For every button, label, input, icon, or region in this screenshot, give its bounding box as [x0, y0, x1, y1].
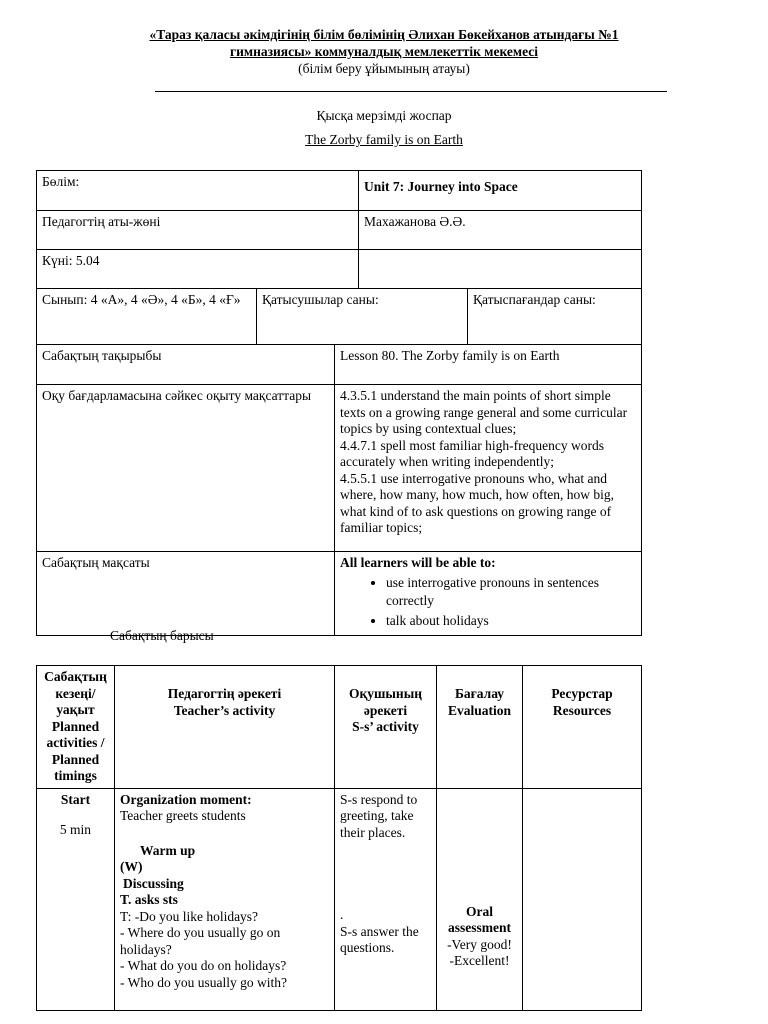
topic-value: Lesson 80. The Zorby family is on Earth — [335, 345, 642, 385]
header-divider — [155, 91, 667, 92]
present-label: Қатысушылар саны: — [257, 289, 468, 345]
teacher-asks: T. asks sts — [120, 892, 178, 907]
aim-list — [340, 574, 636, 630]
header-resources: Ресурстар Resources — [523, 666, 642, 789]
resources-cell — [523, 788, 642, 1010]
activity-table — [36, 665, 642, 1011]
student-answer: S-s answer the questions. — [340, 923, 419, 955]
progress-label: Сабақтың барысы — [110, 628, 214, 643]
objective-item: 4.5.5.1 use interrogative pronouns who, what and where, how many, how much, how often, how big, what kind of to ask questions on growing range of familiar topics; — [340, 470, 614, 535]
date-label: Күні: 5.04 — [37, 250, 359, 289]
stage-time: 5 min — [59, 822, 92, 837]
objectives-cell — [335, 385, 642, 552]
stage-name: Start — [60, 791, 91, 807]
eval-title: Oral assessment — [448, 903, 511, 935]
plan-title: Қысқа мерзімді жоспар — [316, 108, 452, 123]
document-header — [0, 26, 768, 77]
student-activity-cell — [335, 788, 437, 1010]
question-item: - What do you do on holidays? — [120, 958, 287, 973]
teacher-label: Педагогтің аты-жөні — [37, 211, 359, 250]
aim-item: • talk about holidays — [386, 612, 636, 630]
teacher-greets: Teacher greets students — [120, 808, 246, 823]
question-item: T: -Do you like holidays? — [120, 908, 259, 924]
eval-item: -Excellent! — [449, 953, 510, 968]
header-evaluation: Бағалау Evaluation — [437, 666, 523, 789]
warm-code: (W) — [120, 859, 143, 874]
teacher-value: Махажанова Ә.Ә. — [359, 211, 642, 250]
objective-item: 4.3.5.1 understand the main points of short simple texts on a growing range general and some curricular topics by using contextual clues; — [340, 388, 628, 436]
discussing: Discussing — [123, 875, 184, 891]
school-name-line2: гимназиясы» коммуналдық мемлекеттік мекемесі — [229, 44, 539, 59]
lesson-info-table — [36, 170, 642, 636]
objectives-label: Оқу бағдарламасына сәйкес оқыту мақсаттары — [37, 385, 335, 552]
section-label: Бөлім: — [37, 171, 359, 211]
student-dot: . — [340, 907, 344, 922]
topic-label: Сабақтың тақырыбы — [37, 345, 335, 385]
student-respond: S-s respond to greeting, take their places. — [340, 791, 418, 840]
eval-item: -Very good! — [447, 936, 512, 952]
header-students: Оқушының әрекеті S-s’ activity — [335, 666, 437, 789]
date-value — [359, 250, 642, 289]
org-moment: Organization moment: — [120, 791, 252, 807]
objective-item: 4.4.7.1 spell most familiar high-frequency words accurately when writing independently; — [340, 437, 604, 469]
section-value: Unit 7: Journey into Space — [359, 171, 642, 211]
question-item: - Where do you usually go on holidays? — [120, 925, 281, 957]
school-name-line1: «Тараз қаласы әкімдігінің білім бөлімінің Әлихан Бөкейханов атындағы №1 — [149, 27, 619, 42]
absent-label: Қатыспағандар саны: — [468, 289, 642, 345]
header-teacher: Педагогтің әрекеті Teacher’s activity — [115, 666, 335, 789]
teacher-activity-cell — [115, 788, 335, 1010]
stage-cell — [37, 788, 115, 1010]
aim-cell — [335, 552, 642, 636]
lesson-title: The Zorby family is on Earth — [305, 132, 463, 147]
question-item: - Who do you usually go with? — [120, 974, 287, 990]
header-stage: Сабақтың кезеңі/ уақыт Planned activities / Planned timings — [37, 666, 115, 789]
aim-heading: All learners will be able to: — [340, 555, 496, 570]
evaluation-cell — [437, 788, 523, 1010]
warm-up: Warm up — [140, 842, 196, 858]
aim-item: • use interrogative pronouns in sentences correctly — [386, 574, 636, 610]
class-label: Сынып: 4 «А», 4 «Ә», 4 «Б», 4 «Ғ» — [37, 289, 257, 345]
aim-label: Сабақтың мақсаты — [37, 552, 335, 636]
school-name-caption: (білім беру ұйымының атауы) — [298, 61, 470, 76]
